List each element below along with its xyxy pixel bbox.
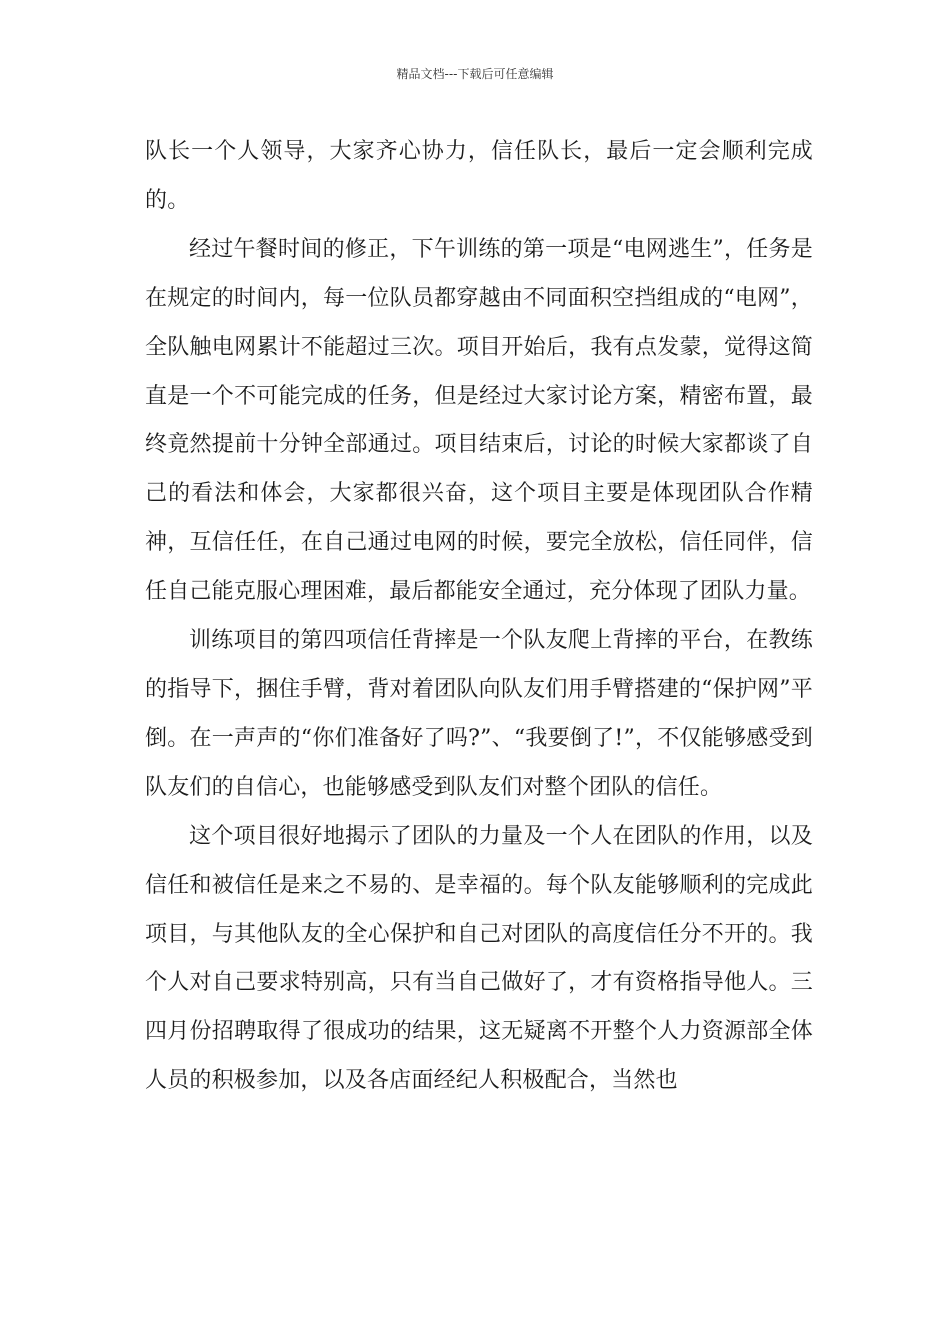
paragraph-electric-net: 经过午餐时间的修正，下午训练的第一项是“电网逃生”，任务是在规定的时间内，每一位队员都穿越由不同面积空挡组成的“电网”，全队触电网累计不能超过三次。项目开始后，我有点发蒙，觉得这简直是一个不可能完成的任务，但是经过大家讨论方案，精密布置，最终竟然提前十分钟全部通过。项目结束后，讨论的时候大家都谈了自己的看法和体会，大家都很兴奋，这个项目主要是体现团队合作精神，互信任任，在自己通过电网的时候，要完全放松，信任同伴，信任自己能克服心理困难，最后都能安全通过，充分体现了团队力量。: [145, 236, 813, 605]
paragraph-continued: 队长一个人领导，大家齐心协力，信任队长，最后一定会顺利完成的。: [145, 139, 813, 213]
page-header: 精品文档---下载后可任意编辑: [396, 67, 554, 81]
paragraph-team-strength: 这个项目很好地揭示了团队的力量及一个人在团队的作用，以及信任和被信任是来之不易的、是幸福的。每个队友能够顺利的完成此项目，与其他队友的全心保护和自己对团队的高度信任分不开的。我个人对自己要求特别高，只有当自己做好了，才有资格指导他人。三四月份招聘取得了很成功的结果，这无疑离不开整个人力资源部全体人员的积极参加，以及各店面经纪人积极配合，当然也: [145, 823, 813, 1094]
document-body: [145, 128, 813, 1106]
paragraph-trust-fall: 训练项目的第四项信任背摔是一个队友爬上背摔的平台，在教练的指导下，捆住手臂，背对着团队向队友们用手臂搭建的“保护网”平倒。在一声声的“你们准备好了吗?”、“我要倒了!”，不仅能够感受到队友们的自信心，也能够感受到队友们对整个团队的信任。: [145, 628, 813, 800]
